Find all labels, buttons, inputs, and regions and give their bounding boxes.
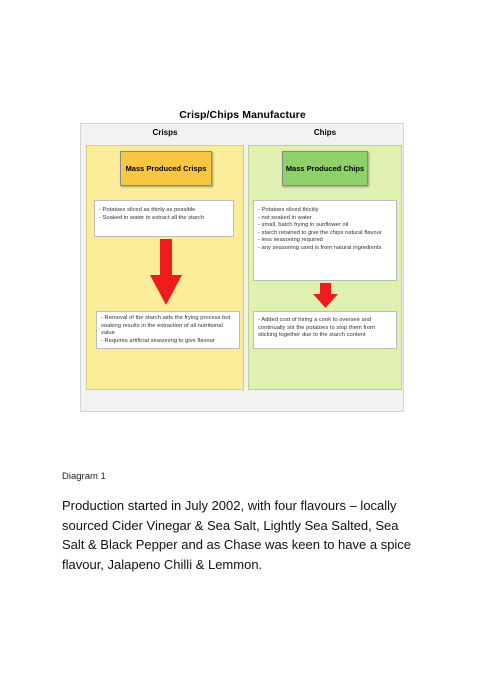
note-line: - Added cost of hiring a cook to oversee and continually stir the potatoes to stop them from sticking together due to the starch content [258,317,375,338]
figure-caption: Diagram 1 [62,471,106,482]
note-line: - any seasoning used is from natural ingredients [258,244,382,251]
body-paragraph: Production started in July 2002, with four flavours – locally sourced Cider Vinegar & Sea Salt, Lightly Sea Salted, Sea Salt & Black Pepper and as Chase was keen to have a spice flavour, Jalapeno Chilli & Lemmon. [62,498,412,572]
note-line: - less seasoning required [258,237,323,243]
crisps-down-arrow [150,239,182,305]
crisps-result-note [96,311,240,349]
column-header-crisps: Crisps [152,128,178,137]
note-line: - Soaked in water to extract all the starch [99,214,205,221]
note-line: - starch retained to give the chips natural flavour [258,229,382,236]
note-line: - Requires artificial seasoning to give flavour [101,337,215,344]
note-line: - Potatoes sliced as thinly as possible [99,207,196,213]
column-header-chips: Chips [313,128,337,137]
chips-down-arrow [313,283,338,308]
note-line: - not soaked in water [258,214,312,221]
note-line: - Removal of the starch aids the frying process but soaking results in the extraction of all nutritional value [101,315,231,336]
chips-result-note [253,311,397,349]
diagram-title: Crisp/Chips Manufacture [179,109,306,121]
note-line: - small, batch frying in sunflower oil [258,222,349,228]
crisps-title-box: Mass Produced Crisps [120,151,212,186]
note-line: - Potatoes sliced thickly [258,207,319,213]
chips-title-box: Mass Produced Chips [282,151,368,186]
